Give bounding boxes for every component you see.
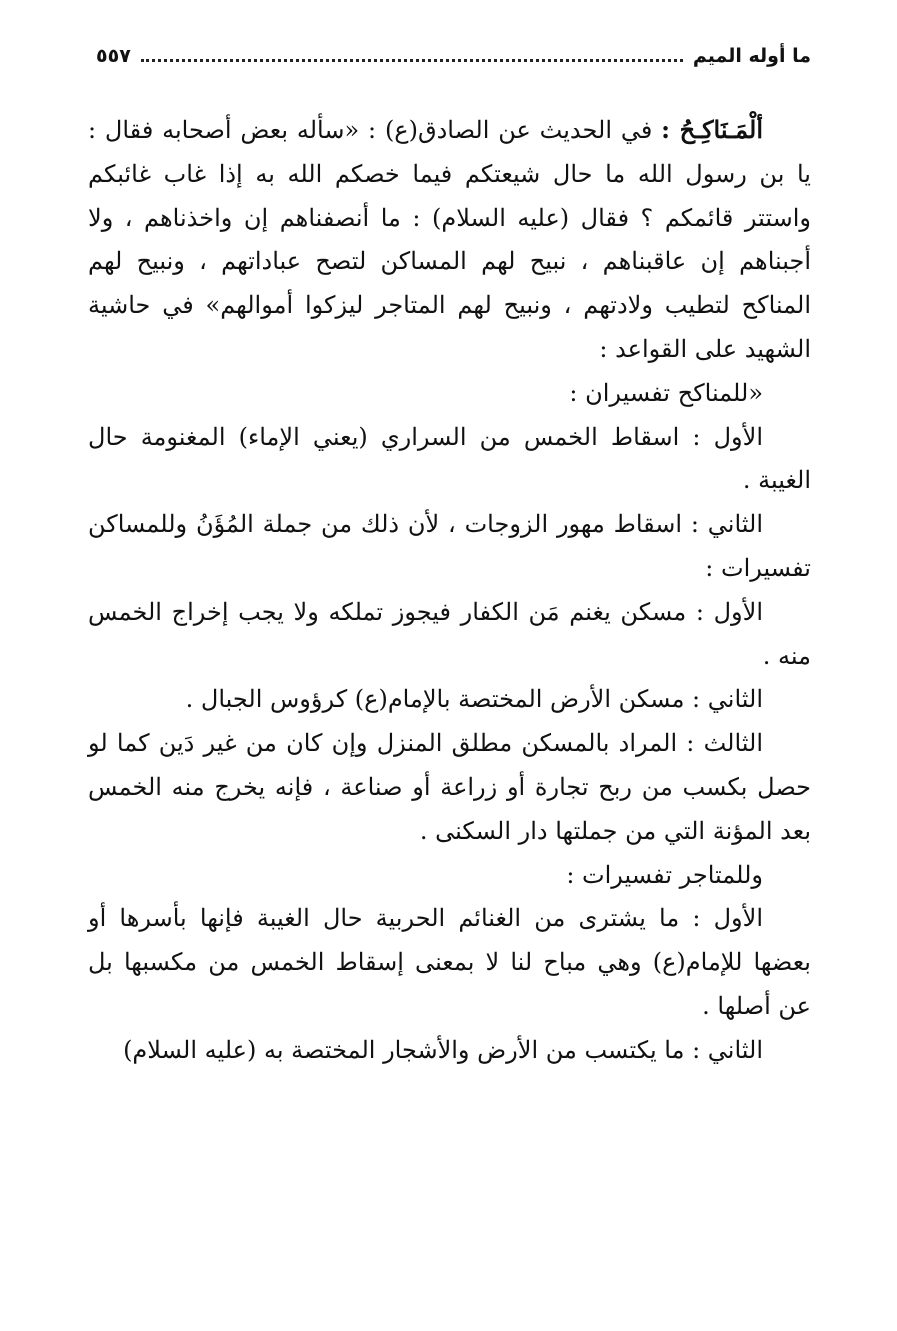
chapter-title: ما أوله الميم [692, 45, 811, 67]
paragraph-maskan-third: الثالث : المراد بالمسكن مطلق المنزل وإن كان من غير دَين كما لو حصل بكسب من ربح تجارة أو زراعة أو صناعة ، فإنه يخرج منه الخمس بعد المؤنة التي من جملتها دار السكنى . [88, 729, 811, 845]
paragraph-nikah-first: الأول : اسقاط الخمس من السراري (يعني الإماء) المغنومة حال الغيبة . [88, 422, 811, 495]
paragraph-nikah-interpretations: «للمناكح تفسيران : [569, 378, 763, 407]
paragraph-matajir-first: الأول : ما يشترى من الغنائم الحربية حال الغيبة فإنها بأسرها أو بعضها للإمام(ع) وهي مباح لنا لا بمعنى إسقاط الخمس من مكسبها بل عن أصلها . [88, 904, 811, 1020]
page-number: ٥٥٧ [96, 45, 131, 67]
paragraph-matajir-interpretations: وللمتاجر تفسيرات : [566, 860, 763, 889]
paragraph-maskan-first: الأول : مسكن يغنم مَن الكفار فيجوز تملكه ولا يجب إخراج الخمس منه . [88, 597, 811, 670]
body-text [88, 108, 811, 1073]
running-header [96, 40, 811, 72]
entry-paragraph [88, 108, 811, 372]
entry-term: ألْمَـنَاكِـحُ : [661, 115, 763, 144]
paragraph-maskan-second: الثاني : مسكن الأرض المختصة بالإمام(ع) كرؤوس الجبال . [185, 685, 763, 714]
paragraph-nikah-second: الثاني : اسقاط مهور الزوجات ، لأن ذلك من جملة المُؤَنُ وللمساكن تفسيرات : [88, 510, 811, 582]
entry-intro: في الحديث عن الصادق(ع) : «سأله بعض أصحابه فقال : يا بن رسول الله ما حال شيعتكم فيما خصكم الله به إذا غاب غائبكم واستتر قائمكم ؟ فقال (عليه السلام) : ما أنصفناهم إن واخذناهم ، ولا أجبناهم إن عاقبناهم ، نبيح لهم المساكن لتصح عباداتهم ، ونبيح لهم المناكح لتطيب ولادتهم ، ونبيح لهم المتاجر ليزكوا أموالهم» في حاشية الشهيد على القواعد : [88, 116, 811, 363]
dotted-leader [141, 59, 683, 62]
paragraph-matajir-second: الثاني : ما يكتسب من الأرض والأشجار المختصة به (عليه السلام) [123, 1035, 763, 1064]
